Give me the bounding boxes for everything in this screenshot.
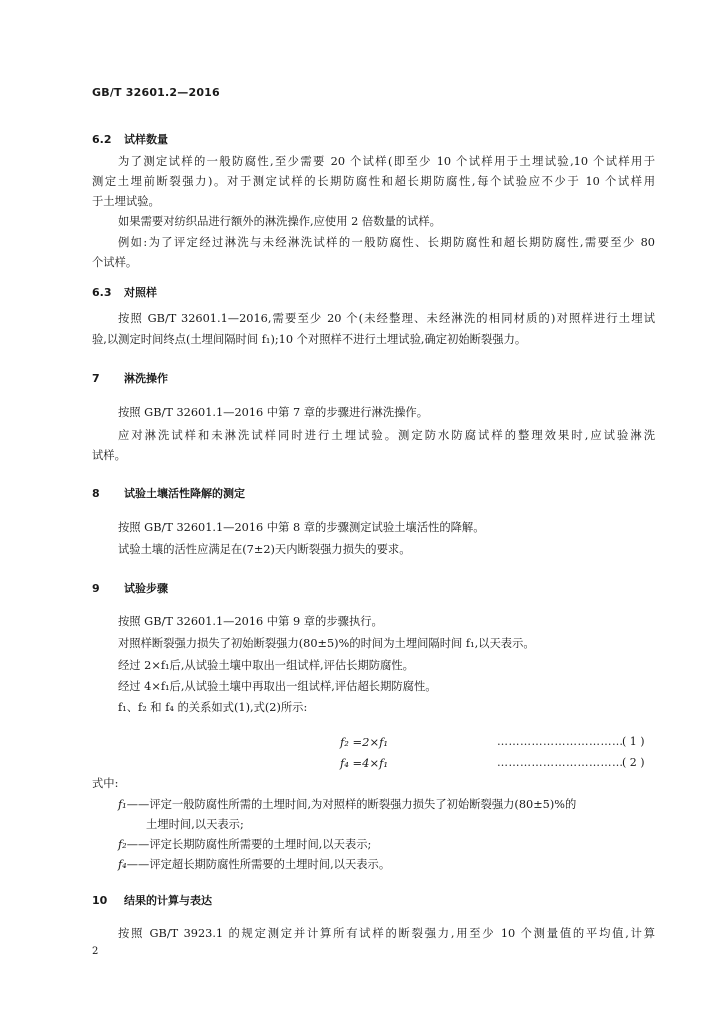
paragraph-line: 于土埋试验。 — [92, 195, 160, 208]
paragraph: 经过 4×f₁后,从试验土壤中再取出一组试样,评估超长期防腐性。 — [118, 680, 437, 693]
section-heading-6-3 — [92, 284, 157, 300]
term-symbol: f₄ — [118, 858, 127, 871]
paragraph-line: 应对淋洗试样和未淋洗试样同时进行土埋试验。测定防水防腐试样的整理效果时,应试验淋洗 — [118, 429, 655, 442]
term-text: ——评定一般防腐性所需的土埋时间,为对照样的断裂强力损失了初始断裂强力(80±5)%的 — [126, 798, 577, 811]
section-title: 淋洗操作 — [124, 372, 168, 385]
paragraph-line: 个试样。 — [92, 256, 138, 269]
section-number: 6.3 — [92, 286, 112, 299]
section-heading-10 — [92, 892, 212, 908]
section-number: 10 — [92, 894, 108, 907]
paragraph: 按照 GB/T 32601.1—2016 中第 7 章的步骤进行淋洗操作。 — [118, 406, 429, 419]
paragraph-line: 例如:为了评定经过淋洗与未经淋洗试样的一般防腐性、长期防腐性和超长期防腐性,需要至少 80 — [118, 236, 655, 249]
formula-2: f₄ =4×f₁ — [340, 756, 388, 770]
page-number: 2 — [92, 946, 99, 957]
term-definition — [118, 855, 390, 875]
paragraph-line: 按照 GB/T 3923.1 的规定测定并计算所有试样的断裂强力,用至少 10 个测量值的平均值,计算 — [118, 927, 655, 940]
standard-number: GB/T 32601.2—2016 — [92, 86, 220, 99]
term-definition — [118, 835, 371, 855]
section-heading-8 — [92, 485, 245, 501]
term-text: ——评定长期防腐性所需要的土埋时间,以天表示; — [126, 838, 372, 851]
term-continuation: 土埋时间,以天表示; — [146, 818, 244, 831]
term-symbol: f₂ — [118, 838, 127, 851]
term-symbol: f₁ — [118, 798, 127, 811]
section-title: 试验步骤 — [124, 582, 168, 595]
paragraph-line: 验,以测定时间终点(土埋间隔时间 f₁);10 个对照样不进行土埋试验,确定初始断裂强力。 — [92, 333, 527, 346]
section-title: 试验土壤活性降解的测定 — [124, 487, 245, 500]
formula-leader-dots: …………………………… — [497, 735, 624, 748]
section-title: 对照样 — [124, 286, 157, 299]
section-number: 6.2 — [92, 133, 112, 146]
section-number: 9 — [92, 582, 100, 595]
paragraph-line: 试样。 — [92, 449, 126, 462]
where-label: 式中: — [92, 777, 119, 790]
paragraph: 按照 GB/T 32601.1—2016 中第 9 章的步骤执行。 — [118, 615, 383, 628]
section-heading-9 — [92, 580, 168, 596]
paragraph-line: 测定土埋前断裂强力)。对于测定试样的长期防腐性和超长期防腐性,每个试验应不少于 10 个试样用 — [92, 175, 655, 188]
paragraph: 试验土壤的活性应满足在(7±2)天内断裂强力损失的要求。 — [118, 543, 411, 556]
section-number: 8 — [92, 487, 100, 500]
section-heading-6-2 — [92, 131, 168, 147]
paragraph: 如果需要对纺织品进行额外的淋洗操作,应使用 2 倍数量的试样。 — [118, 215, 441, 228]
paragraph: 对照样断裂强力损失了初始断裂强力(80±5)%的时间为土埋间隔时间 f₁,以天表示。 — [118, 637, 535, 650]
term-text: ——评定超长期防腐性所需要的土埋时间,以天表示。 — [126, 858, 391, 871]
paragraph: 按照 GB/T 32601.1—2016 中第 8 章的步骤测定试验土壤活性的降解。 — [118, 521, 485, 534]
formula-1: f₂ =2×f₁ — [340, 735, 388, 749]
paragraph-line: 按照 GB/T 32601.1—2016,需要至少 20 个(未经整理、未经淋洗的相同材质的)对照样进行土埋试 — [118, 312, 655, 325]
formula-number: ( 1 ) — [622, 735, 645, 748]
paragraph: f₁、f₂ 和 f₄ 的关系如式(1),式(2)所示: — [118, 701, 308, 714]
section-number: 7 — [92, 372, 100, 385]
formula-leader-dots: …………………………… — [497, 756, 624, 769]
term-definition — [118, 795, 658, 815]
section-title: 结果的计算与表达 — [124, 894, 212, 907]
section-heading-7 — [92, 370, 168, 386]
paragraph-line: 为了测定试样的一般防腐性,至少需要 20 个试样(即至少 10 个试样用于土埋试验,10 个试样用于 — [118, 155, 655, 168]
formula-number: ( 2 ) — [622, 756, 645, 769]
paragraph: 经过 2×f₁后,从试验土壤中取出一组试样,评估长期防腐性。 — [118, 659, 414, 672]
section-title: 试样数量 — [124, 133, 168, 146]
